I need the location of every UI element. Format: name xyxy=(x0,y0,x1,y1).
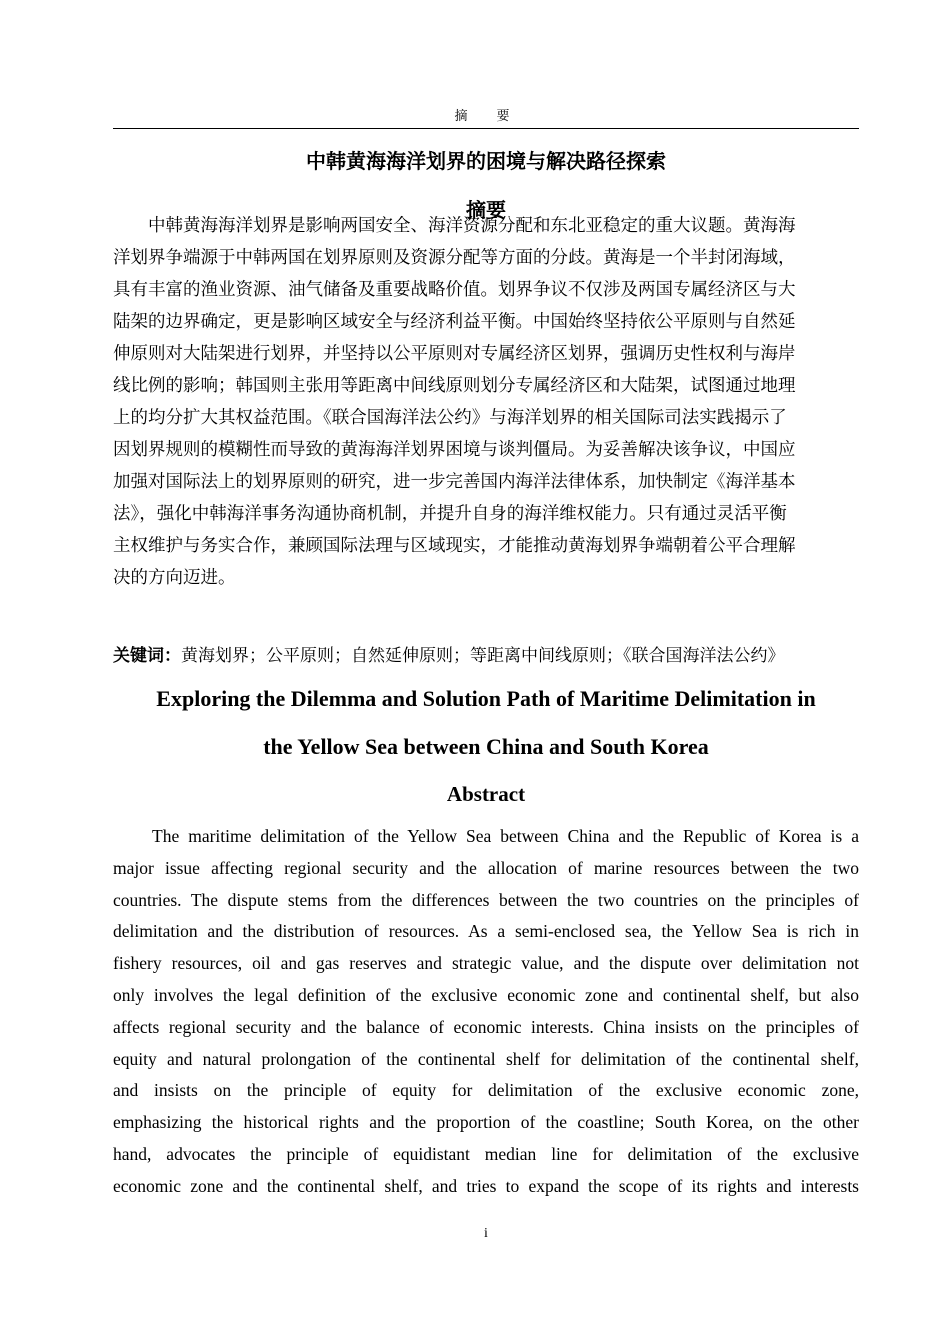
english-abstract-line: and insists on the principle of equity for delimitation of the exclusive economic zone, xyxy=(113,1080,859,1101)
keywords-text: 黄海划界；公平原则；自然延伸原则；等距离中间线原则；《联合国海洋法公约》 xyxy=(181,646,785,666)
english-abstract-line: affects regional security and the balance of economic interests. China insists on the principles of xyxy=(113,1016,859,1037)
chinese-abstract-line: 上的均分扩大其权益范围。《联合国海洋法公约》与海洋划界的相关国际司法实践揭示了 xyxy=(113,408,787,428)
chinese-abstract-line: 法》，强化中韩海洋事务沟通协商机制，并提升自身的海洋维权能力。只有通过灵活平衡 xyxy=(113,504,787,524)
english-abstract-line: economic zone and the continental shelf, and tries to expand the scope of its rights and interests xyxy=(113,1175,859,1196)
chinese-abstract-line: 洋划界争端源于中韩两国在划界原则及资源分配等方面的分歧。黄海是一个半封闭海域， xyxy=(113,248,796,268)
english-abstract-line: major issue affecting regional security and the allocation of marine resources between the two xyxy=(113,857,859,878)
chinese-abstract-line: 主权维护与务实合作，兼顾国际法理与区域现实，才能推动黄海划界争端朝着公平合理解 xyxy=(113,536,796,556)
english-abstract-line: The maritime delimitation of the Yellow Sea between China and the Republic of Korea is a xyxy=(152,826,859,846)
english-abstract-line: fishery resources, oil and gas reserves and strategic value, and the dispute over delimitation not xyxy=(113,953,859,974)
english-title xyxy=(113,675,859,771)
english-abstract-line: emphasizing the historical rights and the proportion of the coastline; South Korea, on the other xyxy=(113,1112,859,1133)
english-title-line-1: Exploring the Dilemma and Solution Path of Maritime Delimitation in xyxy=(156,686,816,711)
english-abstract-line: delimitation and the distribution of resources. As a semi-enclosed sea, the Yellow Sea is rich in xyxy=(113,921,859,942)
header-rule xyxy=(113,128,859,129)
english-abstract-line: equity and natural prolongation of the continental shelf for delimitation of the continental shelf, xyxy=(113,1048,859,1069)
english-abstract-line: hand, advocates the principle of equidistant median line for delimitation of the exclusive xyxy=(113,1143,859,1164)
chinese-abstract-line: 因划界规则的模糊性而导致的黄海海洋划界困境与谈判僵局。为妥善解决该争议，中国应 xyxy=(113,440,796,460)
chinese-title: 中韩黄海海洋划界的困境与解决路径探索 xyxy=(306,149,666,173)
chinese-abstract-line: 具有丰富的渔业资源、油气储备及重要战略价值。划界争议不仅涉及两国专属经济区与大 xyxy=(113,280,796,300)
chinese-abstract-heading: 摘要 xyxy=(466,198,506,222)
chinese-abstract-line: 陆架的边界确定，更是影响区域安全与经济利益平衡。中国始终坚持依公平原则与自然延 xyxy=(113,312,796,332)
english-abstract-heading: Abstract xyxy=(446,782,526,806)
chinese-abstract-line: 加强对国际法上的划界原则的研究，进一步完善国内海洋法律体系，加快制定《海洋基本 xyxy=(113,472,796,492)
keywords-line xyxy=(113,641,873,671)
chinese-abstract-line: 决的方向迈进。 xyxy=(113,568,236,588)
english-title-line-2: the Yellow Sea between China and South Korea xyxy=(263,734,709,759)
page-number: i xyxy=(484,1226,488,1241)
running-header: 摘 要 xyxy=(454,109,518,124)
chinese-abstract-line: 中韩黄海海洋划界是影响两国安全、海洋资源分配和东北亚稳定的重大议题。黄海海 xyxy=(148,216,796,236)
english-abstract-line: countries. The dispute stems from the differences between the two countries on the principles of xyxy=(113,889,859,910)
keywords-label: 关键词： xyxy=(113,646,181,666)
chinese-abstract-body xyxy=(113,210,859,594)
english-abstract-body xyxy=(113,821,859,1203)
english-abstract-line: only involves the legal definition of the exclusive economic zone and continental shelf, but also xyxy=(113,984,859,1005)
chinese-abstract-line: 伸原则对大陆架进行划界，并坚持以公平原则对专属经济区划界，强调历史性权利与海岸 xyxy=(113,344,796,364)
chinese-abstract-line: 线比例的影响；韩国则主张用等距离中间线原则划分专属经济区和大陆架，试图通过地理 xyxy=(113,376,796,396)
